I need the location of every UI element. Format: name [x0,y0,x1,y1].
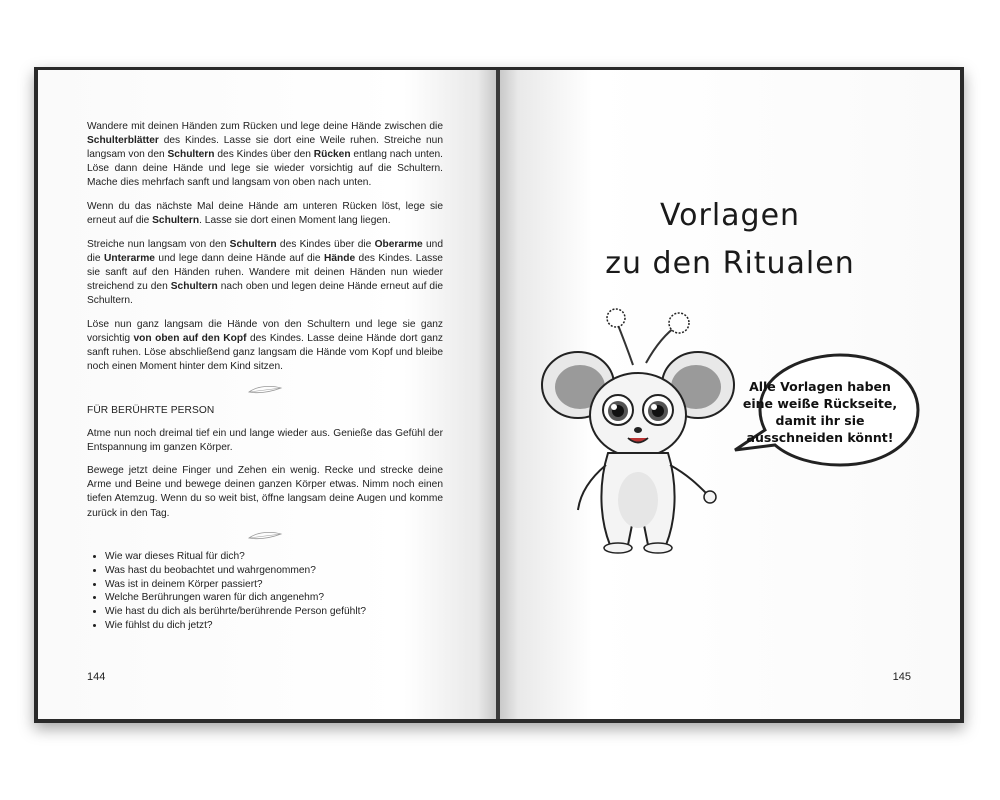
right-page [500,70,960,719]
text-run: des Kindes. Lasse deine Hände dort ganz sanft ruhen. Löse abschließend ganz langsam die Hände vom Kopf und bleibe noch einen Moment hinter dem Kind sitzen. [87,332,444,372]
feather-divider-icon [245,384,285,396]
list-item: • Was hast du beobachtet und wahrgenommen? [105,564,443,578]
text-run: Wenn du das nächste Mal deine Hände am unteren Rücken löst, lege sie erneut auf die [87,200,443,227]
list-item: • Wie fühlst du dich jetzt? [105,619,443,633]
text-run: Streiche nun langsam von den [87,238,230,250]
section-heading: FÜR BERÜHRTE PERSON [87,404,215,416]
instruction-paragraph [87,120,443,190]
text-run: des Kindes. Lasse sie sanft auf den Händen ruhen. Wandere mit deinen Händen nun wieder streichend zu den [87,252,443,292]
bold-term: Schulterblätter [87,135,159,147]
text-run: des Kindes über den [214,149,314,161]
instruction-paragraphs [87,120,443,374]
page-number-right: 145 [892,671,911,683]
list-item: • Was ist in deinem Körper passiert? [105,578,443,592]
open-book [34,67,964,723]
mouse-creature-illustration [538,305,738,565]
text-run: und die [87,238,444,264]
bold-term: Schultern [229,238,277,250]
bold-term: Oberarme [374,238,423,250]
paragraph-breathe: Atme nun noch dreimal tief ein und lange wieder aus. Genieße das Gefühl der Entspannung im ganzen Körper. [87,427,443,453]
instruction-paragraph [87,238,443,308]
text-run: des Kindes über die [276,238,375,250]
feather-divider-icon [245,530,285,542]
page-title-line2: zu den Ritualen [605,246,855,281]
text-run: Wandere mit deinen Händen zum Rücken und lege deine Hände zwischen die [87,121,443,132]
text-run: entlang nach unten. Löse dann deine Hände und lege sie wieder vorsichtig auf die Schultern. Mache dies mehrfach sanft und langsam von oben nach unten. [87,149,443,189]
bold-term: Schultern [152,215,200,227]
bold-term: Hände [323,252,356,264]
speech-line: Alle Vorlagen haben [749,379,891,394]
bold-term: Schultern [170,280,218,292]
bold-term: Schultern [167,149,215,161]
text-run: und lege dann deine Hände auf die [154,252,324,264]
bold-term: Unterarme [104,252,155,264]
instruction-paragraph [87,200,443,228]
text-run: Löse nun ganz langsam die Hände von den Schultern und lege sie ganz vorsichtig [87,318,443,344]
text-run: nach oben und legen deine Hände erneut auf die Schultern. [87,280,443,307]
bold-term: Rücken [313,149,351,161]
speech-line: damit ihr sie [775,413,865,428]
speech-line: eine weiße Rückseite, [742,396,898,411]
reflection-questions [87,550,443,632]
text-run: . Lasse sie dort einen Moment lang liegen. [199,215,391,227]
text-run: des Kindes. Lasse sie dort eine Weile ruhen. Streiche nun langsam von den [87,135,443,161]
instruction-paragraph [87,318,443,374]
list-item: • Welche Berührungen waren für dich angenehm? [105,591,443,605]
left-page [38,70,496,719]
list-item: • Wie hast du dich als berührte/berührende Person gefühlt? [105,605,443,619]
list-item: • Wie war dieses Ritual für dich? [105,550,443,564]
bold-term: von oben auf den Kopf [133,332,247,344]
speech-line: ausschneiden könnt! [746,430,894,445]
page-title-line1: Vorlagen [659,198,801,233]
paragraph-move: Bewege jetzt deine Finger und Zehen ein wenig. Recke und strecke deine Arme und Beine und bewege deinen ganzen Körper etwas. Nimm noch einen tiefen Atemzug. Wenn du so weit bist, öffne langsam deine Augen und komme zurück in den Tag. [87,465,443,519]
speech-bubble-text [740,378,900,446]
page-number-left: 144 [87,671,106,683]
left-page-content [87,120,443,632]
